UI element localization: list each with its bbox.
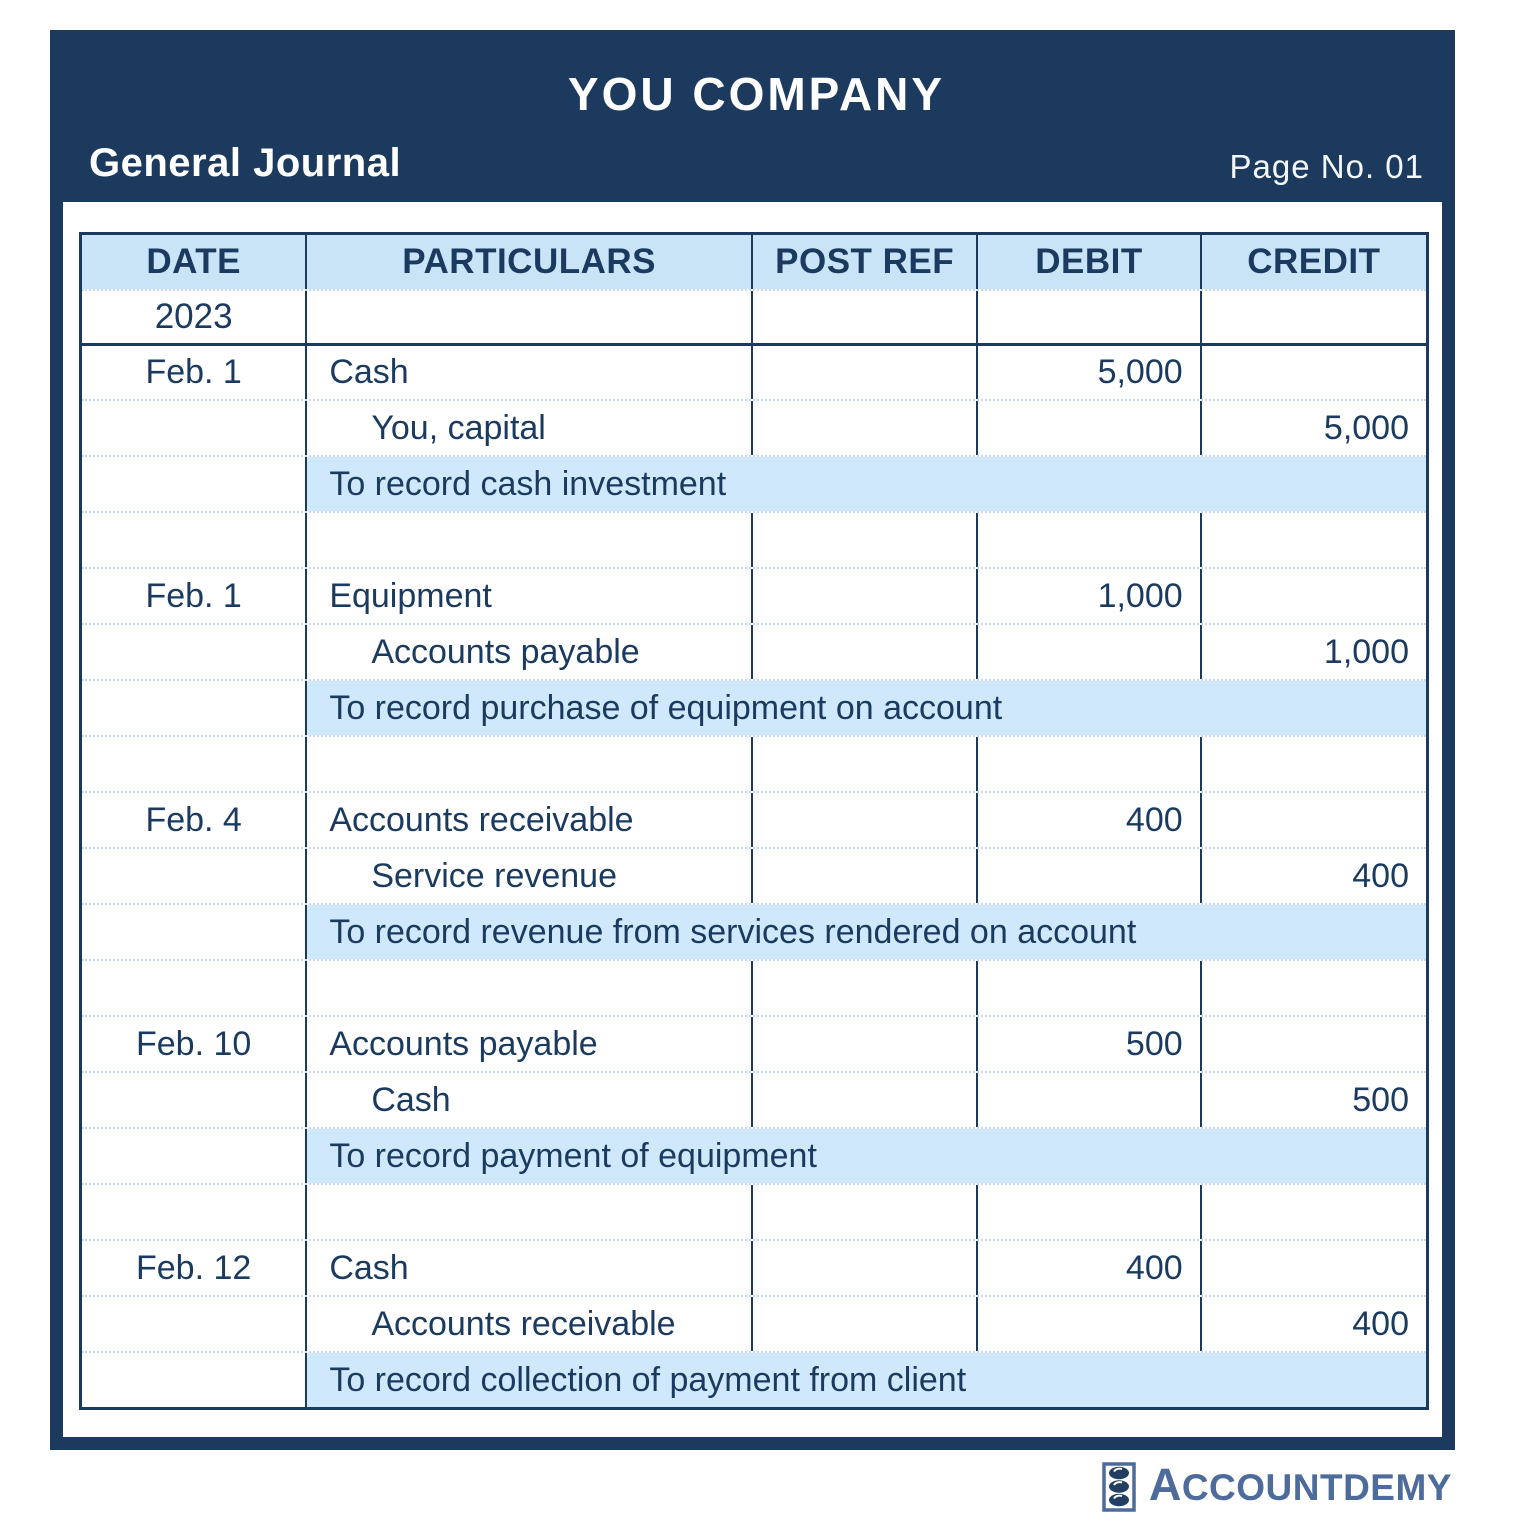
journal-title: General Journal bbox=[89, 141, 402, 185]
date-cell bbox=[82, 681, 307, 735]
blank-row bbox=[82, 1183, 1426, 1239]
date-cell bbox=[82, 1297, 307, 1351]
credit-cell bbox=[1202, 513, 1426, 567]
debit-cell bbox=[978, 849, 1201, 903]
journal-entry-row bbox=[82, 1071, 1426, 1127]
date-cell bbox=[82, 737, 307, 791]
journal-entry-row bbox=[82, 791, 1426, 847]
date-cell bbox=[82, 961, 307, 1015]
blank-row bbox=[82, 735, 1426, 791]
particulars-cell bbox=[307, 737, 753, 791]
date-cell: Feb. 1 bbox=[82, 346, 307, 399]
journal-entry-row bbox=[82, 623, 1426, 679]
debit-cell bbox=[978, 513, 1201, 567]
journal-entry-row bbox=[82, 567, 1426, 623]
header-band bbox=[63, 43, 1442, 202]
post-ref-cell bbox=[753, 737, 978, 791]
credit-cell: 400 bbox=[1352, 1304, 1409, 1343]
description-band: To record collection of payment from client bbox=[307, 1353, 1426, 1407]
credit-cell bbox=[1202, 1241, 1426, 1295]
particulars-cell: Cash bbox=[307, 1241, 753, 1295]
debit-cell: 400 bbox=[978, 793, 1201, 847]
particulars-cell: Accounts receivable bbox=[307, 1297, 753, 1351]
column-header-postref: POST REF bbox=[753, 235, 978, 289]
particulars-cell bbox=[307, 961, 753, 1015]
credit-cell: 5,000 bbox=[1323, 408, 1409, 447]
column-header-debit: DEBIT bbox=[978, 235, 1201, 289]
post-ref-cell bbox=[753, 793, 978, 847]
journal-entry-row bbox=[82, 1295, 1426, 1351]
debit-cell: 500 bbox=[978, 1017, 1201, 1071]
description-band: To record cash investment bbox=[307, 457, 1426, 511]
particulars-cell: Service revenue bbox=[307, 849, 753, 903]
post-ref-cell bbox=[753, 1017, 978, 1071]
particulars-cell bbox=[307, 1185, 753, 1239]
empty-cell bbox=[307, 291, 753, 343]
post-ref-cell bbox=[753, 961, 978, 1015]
debit-cell bbox=[978, 401, 1201, 455]
description-row bbox=[82, 1127, 1426, 1183]
date-cell bbox=[82, 513, 307, 567]
date-cell bbox=[82, 1185, 307, 1239]
abacus-coins-icon bbox=[1102, 1462, 1136, 1512]
post-ref-cell bbox=[753, 569, 978, 623]
journal-entry-row bbox=[82, 1239, 1426, 1295]
brand-logo bbox=[1102, 1461, 1452, 1512]
journal-entry-row bbox=[82, 399, 1426, 455]
particulars-cell: Accounts receivable bbox=[307, 793, 753, 847]
date-cell bbox=[82, 1353, 307, 1407]
particulars-cell: Cash bbox=[307, 346, 753, 399]
year-row bbox=[82, 289, 1426, 343]
date-cell: Feb. 10 bbox=[82, 1017, 307, 1071]
credit-cell bbox=[1202, 737, 1426, 791]
post-ref-cell bbox=[753, 849, 978, 903]
debit-cell: 1,000 bbox=[978, 569, 1201, 623]
credit-cell: 1,000 bbox=[1323, 632, 1409, 671]
date-cell: Feb. 4 bbox=[82, 793, 307, 847]
particulars-cell: Cash bbox=[307, 1073, 753, 1127]
year-cell: 2023 bbox=[82, 291, 307, 343]
post-ref-cell bbox=[753, 1297, 978, 1351]
debit-cell bbox=[978, 1073, 1201, 1127]
date-cell bbox=[82, 849, 307, 903]
date-cell bbox=[82, 457, 307, 511]
debit-cell bbox=[978, 737, 1201, 791]
credit-cell bbox=[1202, 793, 1426, 847]
description-row bbox=[82, 1351, 1426, 1407]
credit-cell bbox=[1202, 1185, 1426, 1239]
date-cell: Feb. 1 bbox=[82, 569, 307, 623]
debit-cell: 400 bbox=[978, 1241, 1201, 1295]
date-cell bbox=[82, 905, 307, 959]
credit-cell bbox=[1202, 1017, 1426, 1071]
journal-entry-row bbox=[82, 1015, 1426, 1071]
company-title: YOU COMPANY bbox=[567, 68, 946, 120]
page-frame bbox=[50, 30, 1455, 1450]
post-ref-cell bbox=[753, 1241, 978, 1295]
particulars-cell bbox=[307, 513, 753, 567]
date-cell bbox=[82, 625, 307, 679]
content-area bbox=[63, 202, 1442, 1410]
description-row bbox=[82, 903, 1426, 959]
empty-cell bbox=[978, 291, 1201, 343]
debit-cell bbox=[978, 961, 1201, 1015]
column-header-credit: CREDIT bbox=[1247, 242, 1381, 281]
description-band: To record revenue from services rendered on account bbox=[307, 905, 1426, 959]
credit-cell bbox=[1202, 961, 1426, 1015]
description-band: To record purchase of equipment on account bbox=[307, 681, 1426, 735]
particulars-cell: You, capital bbox=[307, 401, 753, 455]
particulars-cell: Accounts payable bbox=[307, 625, 753, 679]
post-ref-cell bbox=[753, 401, 978, 455]
debit-cell bbox=[978, 1297, 1201, 1351]
credit-cell: 400 bbox=[1352, 856, 1409, 895]
table-header-row bbox=[82, 235, 1426, 289]
brand-name: ACCOUNTDEMY bbox=[1148, 1459, 1452, 1510]
journal-entry-row bbox=[82, 343, 1426, 399]
post-ref-cell bbox=[753, 625, 978, 679]
particulars-cell: Accounts payable bbox=[307, 1017, 753, 1071]
debit-cell bbox=[978, 625, 1201, 679]
debit-cell bbox=[978, 1185, 1201, 1239]
credit-cell bbox=[1202, 346, 1426, 399]
description-row bbox=[82, 679, 1426, 735]
date-cell bbox=[82, 1073, 307, 1127]
column-header-date: DATE bbox=[82, 235, 307, 289]
journal-entry-row bbox=[82, 847, 1426, 903]
description-row bbox=[82, 455, 1426, 511]
page-number: Page No. 01 bbox=[1229, 148, 1424, 185]
description-band: To record payment of equipment bbox=[307, 1129, 1426, 1183]
post-ref-cell bbox=[753, 513, 978, 567]
empty-cell bbox=[753, 291, 978, 343]
blank-row bbox=[82, 959, 1426, 1015]
column-header-particulars: PARTICULARS bbox=[307, 235, 753, 289]
date-cell bbox=[82, 401, 307, 455]
credit-cell: 500 bbox=[1352, 1080, 1409, 1119]
post-ref-cell bbox=[753, 1185, 978, 1239]
date-cell bbox=[82, 1129, 307, 1183]
post-ref-cell bbox=[753, 346, 978, 399]
journal-table bbox=[79, 232, 1429, 1410]
debit-cell: 5,000 bbox=[978, 346, 1201, 399]
header-subrow bbox=[89, 141, 1424, 186]
particulars-cell: Equipment bbox=[307, 569, 753, 623]
date-cell: Feb. 12 bbox=[82, 1241, 307, 1295]
empty-cell bbox=[1202, 291, 1426, 343]
blank-row bbox=[82, 511, 1426, 567]
credit-cell bbox=[1202, 569, 1426, 623]
post-ref-cell bbox=[753, 1073, 978, 1127]
